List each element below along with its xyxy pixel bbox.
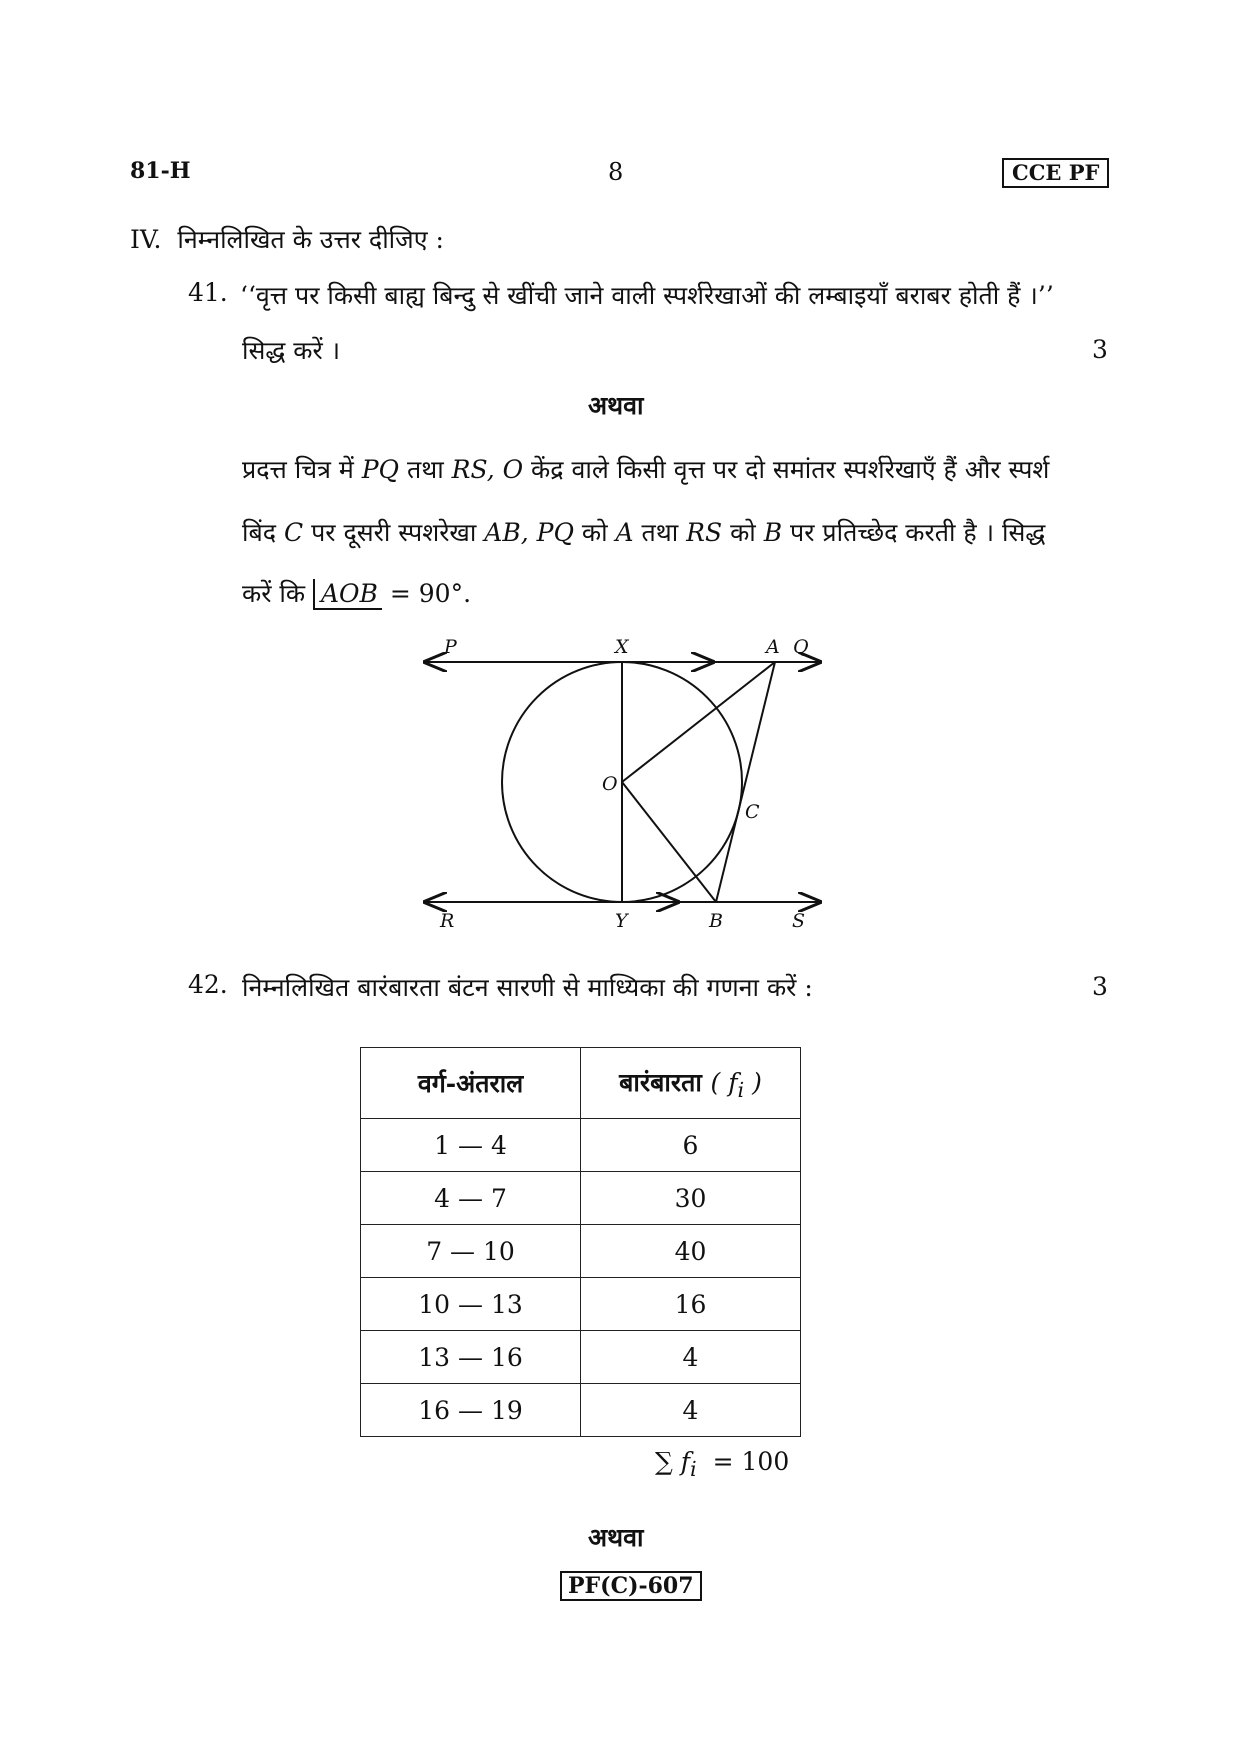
table-row bbox=[361, 1119, 801, 1172]
text-span: पर प्रतिच्छेद करती है । सिद्ध bbox=[782, 518, 1046, 547]
sum-total bbox=[655, 1447, 789, 1481]
label-b: B bbox=[709, 910, 723, 932]
math-a: A bbox=[615, 518, 634, 547]
text-span: करें कि bbox=[242, 579, 313, 608]
text-span: = 90°. bbox=[381, 579, 472, 608]
q41-line2: सिद्ध करें । bbox=[242, 336, 341, 365]
label-c: C bbox=[745, 801, 760, 823]
cell-interval: 13 — 16 bbox=[361, 1331, 581, 1384]
sum-sub: i bbox=[690, 1457, 697, 1481]
text-span: तथा bbox=[399, 455, 452, 484]
math-ab-pq: AB, PQ bbox=[484, 518, 574, 547]
label-r: R bbox=[440, 910, 455, 932]
header-class-interval: वर्ग-अंतराल bbox=[361, 1048, 581, 1119]
paper-code: 81-H bbox=[130, 158, 191, 184]
text-span: प्रदत्त चित्र में bbox=[242, 455, 362, 484]
text-span: बिंद bbox=[242, 518, 284, 547]
cell-frequency: 4 bbox=[581, 1331, 801, 1384]
header-frequency-symbol bbox=[710, 1067, 762, 1102]
cell-interval: 1 — 4 bbox=[361, 1119, 581, 1172]
cell-frequency: 16 bbox=[581, 1278, 801, 1331]
q41-number: 41. bbox=[188, 278, 228, 307]
math-pq: PQ bbox=[361, 455, 400, 484]
math-b: B bbox=[763, 518, 783, 547]
label-x: X bbox=[615, 636, 629, 658]
text-span: को bbox=[722, 518, 764, 547]
segment-ob bbox=[622, 782, 716, 902]
text-span: को bbox=[573, 518, 616, 547]
segment-oa bbox=[622, 662, 775, 782]
text-span: केंद्र वाले किसी वृत्त पर दो समांतर स्पर्शरेखाएँ हैं और स्पर्श bbox=[523, 455, 1050, 484]
cell-frequency: 6 bbox=[581, 1119, 801, 1172]
q42-number: 42. bbox=[188, 970, 228, 999]
sum-sigma: ∑ f bbox=[655, 1447, 691, 1476]
text-span: तथा bbox=[633, 518, 687, 547]
page-number: 8 bbox=[608, 158, 624, 186]
label-q: Q bbox=[793, 636, 809, 658]
header-frequency bbox=[581, 1048, 801, 1119]
cell-frequency: 40 bbox=[581, 1225, 801, 1278]
q41-or: अथवा bbox=[588, 391, 644, 420]
table-row bbox=[361, 1384, 801, 1437]
frequency-table bbox=[360, 1047, 801, 1437]
label-s: S bbox=[792, 910, 806, 932]
q42-or: अथवा bbox=[588, 1523, 644, 1552]
cell-frequency: 4 bbox=[581, 1384, 801, 1437]
symbol-close: ) bbox=[744, 1067, 762, 1097]
label-p: P bbox=[444, 636, 457, 658]
symbol-f: ( f bbox=[710, 1067, 738, 1097]
q41-line1: ‘‘वृत्त पर किसी बाह्य बिन्दु से खींची जाने वाली स्पर्शरेखाओं की लम्बाइयाँ बराबर होती हैं ।’’ bbox=[240, 281, 1054, 310]
cell-interval: 7 — 10 bbox=[361, 1225, 581, 1278]
label-y: Y bbox=[615, 910, 628, 932]
header-frequency-label: बारंबारता bbox=[619, 1067, 702, 1097]
series-box: CCE PF bbox=[1002, 158, 1109, 188]
q42-marks: 3 bbox=[1092, 972, 1108, 1001]
label-a: A bbox=[766, 636, 780, 658]
table-row bbox=[361, 1225, 801, 1278]
math-rs: RS bbox=[686, 518, 723, 547]
label-o: O bbox=[602, 773, 618, 795]
symbol-sub: i bbox=[737, 1077, 745, 1102]
math-rs-o: RS, O bbox=[451, 455, 524, 484]
q41-marks: 3 bbox=[1092, 335, 1108, 364]
table-row bbox=[361, 1172, 801, 1225]
sum-value: = 100 bbox=[712, 1447, 790, 1476]
angle-aob: AOB bbox=[313, 579, 382, 610]
tangent-ab bbox=[716, 662, 775, 902]
table-row bbox=[361, 1278, 801, 1331]
cell-interval: 4 — 7 bbox=[361, 1172, 581, 1225]
cell-interval: 16 — 19 bbox=[361, 1384, 581, 1437]
footer-code: PF(C)-607 bbox=[560, 1571, 702, 1601]
section-instruction: निम्नलिखित के उत्तर दीजिए : bbox=[177, 225, 444, 254]
cell-frequency: 30 bbox=[581, 1172, 801, 1225]
section-roman: IV. bbox=[130, 225, 162, 254]
math-c: C bbox=[283, 518, 304, 547]
cell-interval: 10 — 13 bbox=[361, 1278, 581, 1331]
table-header-row bbox=[361, 1048, 801, 1119]
table-row bbox=[361, 1331, 801, 1384]
text-span: पर दूसरी स्पशरेखा bbox=[303, 518, 485, 547]
q42-text: निम्नलिखित बारंबारता बंटन सारणी से माध्यिका की गणना करें : bbox=[242, 973, 813, 1002]
